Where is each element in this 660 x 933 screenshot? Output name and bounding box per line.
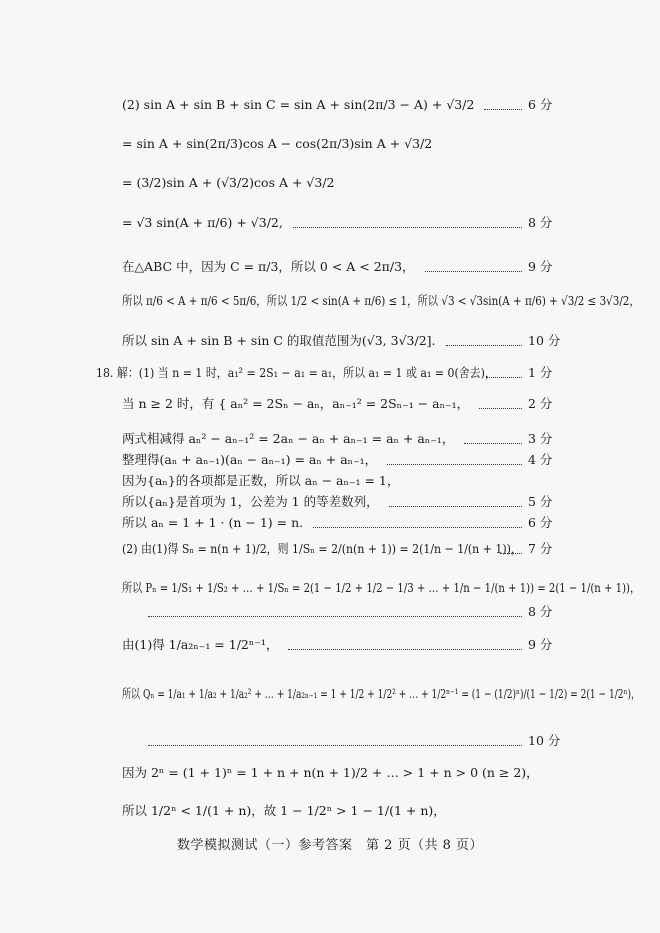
score-label: 10 分: [528, 733, 561, 748]
leader-dots: [486, 377, 522, 378]
score-label: 10 分: [528, 333, 561, 348]
answer-line-text: (2) sin A + sin B + sin C = sin A + sin(2π/3 − A) + √3/2: [122, 97, 475, 112]
answer-line: [0, 256, 660, 278]
answer-line: [0, 512, 660, 534]
leader-dots: [500, 553, 522, 554]
answer-line: [0, 491, 660, 513]
answer-line: [0, 172, 660, 194]
score-label: 4 分: [528, 452, 553, 467]
leader-dots: [446, 345, 522, 346]
leader-dots: [313, 527, 522, 528]
answer-line: [0, 577, 660, 599]
score-label: 6 分: [528, 97, 553, 112]
answer-line: [0, 362, 660, 384]
answer-line-text: = √3 sin(A + π/6) + √3/2,: [122, 215, 283, 230]
answer-line-text: 两式相减得 aₙ² − aₙ₋₁² = 2aₙ − aₙ + aₙ₋₁ = aₙ + aₙ₋₁，: [122, 431, 455, 446]
answer-line-text: 所以 π/6 < A + π/6 < 5π/6，所以 1/2 < sin(A + π/6) ≤ 1，所以 √3 < √3sin(A + π/6) + √3/2 ≤ 3√3/2，: [122, 293, 640, 308]
leader-dots: [148, 745, 522, 746]
score-label: 7 分: [528, 541, 553, 556]
page-footer: 数学模拟测试（一）参考答案 第 2 页（共 8 页）: [176, 838, 484, 853]
answer-line-text: = (3/2)sin A + (√3/2)cos A + √3/2: [122, 175, 335, 190]
answer-line-text: = sin A + sin(2π/3)cos A − cos(2π/3)sin A + √3/2: [122, 136, 433, 151]
answer-line: [0, 601, 660, 623]
leader-dots: [464, 443, 522, 444]
score-label: 8 分: [528, 215, 553, 230]
answer-line-text: 所以 aₙ = 1 + 1 · (n − 1) = n.: [122, 515, 304, 530]
leader-dots: [288, 649, 522, 650]
answer-line-text: 由(1)得 1/a₂ₙ₋₁ = 1/2ⁿ⁻¹，: [122, 637, 279, 652]
score-label: 1 分: [528, 365, 553, 380]
answer-line: [0, 290, 660, 312]
answer-line-text: 当 n ≥ 2 时，有 { aₙ² = 2Sₙ − aₙ，aₙ₋₁² = 2Sₙ₋₁ − aₙ₋₁，: [122, 396, 470, 411]
answer-line: [0, 330, 660, 352]
score-label: 9 分: [528, 637, 553, 652]
leader-dots: [484, 109, 522, 110]
answer-line: [0, 133, 660, 155]
leader-dots: [389, 506, 522, 507]
answer-line: [0, 762, 660, 784]
answer-line: [0, 428, 660, 450]
answer-line: [0, 393, 660, 415]
answer-line-text: 因为{aₙ}的各项都是正数，所以 aₙ − aₙ₋₁ = 1，: [122, 473, 400, 488]
answer-line-text: 所以 Pₙ = 1/S₁ + 1/S₂ + … + 1/Sₙ = 2(1 − 1/2 + 1/2 − 1/3 + … + 1/n − 1/(n + 1)) = 2(1 − 1/(n + 1))，: [122, 580, 641, 595]
answer-line: [0, 212, 660, 234]
score-label: 6 分: [528, 515, 553, 530]
answer-line-text: 所以 1/2ⁿ < 1/(1 + n)，故 1 − 1/2ⁿ > 1 − 1/(1 + n)，: [122, 803, 446, 818]
answer-line-text: 在△ABC 中，因为 C = π/3，所以 0 < A < 2π/3，: [122, 259, 415, 274]
answer-line-text: 所以 sin A + sin B + sin C 的取值范围为(√3, 3√3/2].: [122, 333, 436, 348]
score-label: 8 分: [528, 604, 553, 619]
answer-line: [0, 634, 660, 656]
answer-line-text: (2) 由(1)得 Sₙ = n(n + 1)/2，则 1/Sₙ = 2/(n(n + 1)) = 2(1/n − 1/(n + 1))，: [122, 541, 522, 556]
leader-dots: [479, 408, 522, 409]
leader-dots: [425, 271, 522, 272]
answer-line: [0, 449, 660, 471]
answer-line-text: 所以{aₙ}是首项为 1，公差为 1 的等差数列，: [122, 494, 379, 509]
answer-line-text: 所以 Qₙ = 1/a₁ + 1/a₂ + 1/a₂² + … + 1/a₂ₙ₋₁ = 1 + 1/2 + 1/2² + … + 1/2ⁿ⁻¹ = (1 − (1/2)ⁿ)/(1 − 1/2) = 2(1 − 1/2ⁿ)，: [122, 686, 641, 701]
answer-line-text: 整理得(aₙ + aₙ₋₁)(aₙ − aₙ₋₁) = aₙ + aₙ₋₁，: [122, 452, 378, 467]
answer-line: [0, 538, 660, 560]
leader-dots: [387, 464, 522, 465]
answer-line: [0, 683, 660, 705]
answer-line: [0, 94, 660, 116]
leader-dots: [148, 616, 522, 617]
score-label: 3 分: [528, 431, 553, 446]
score-label: 2 分: [528, 396, 553, 411]
answer-line-text: 18. 解：(1) 当 n = 1 时，a₁² = 2S₁ − a₁ = a₁，所以 a₁ = 1 或 a₁ = 0(舍去)，: [96, 365, 496, 380]
score-label: 5 分: [528, 494, 553, 509]
leader-dots: [293, 227, 522, 228]
answer-line: [0, 800, 660, 822]
answer-line-text: 因为 2ⁿ = (1 + 1)ⁿ = 1 + n + n(n + 1)/2 + … > 1 + n > 0 (n ≥ 2)，: [122, 765, 539, 780]
score-label: 9 分: [528, 259, 553, 274]
answer-line: [0, 730, 660, 752]
answer-line: [0, 470, 660, 492]
